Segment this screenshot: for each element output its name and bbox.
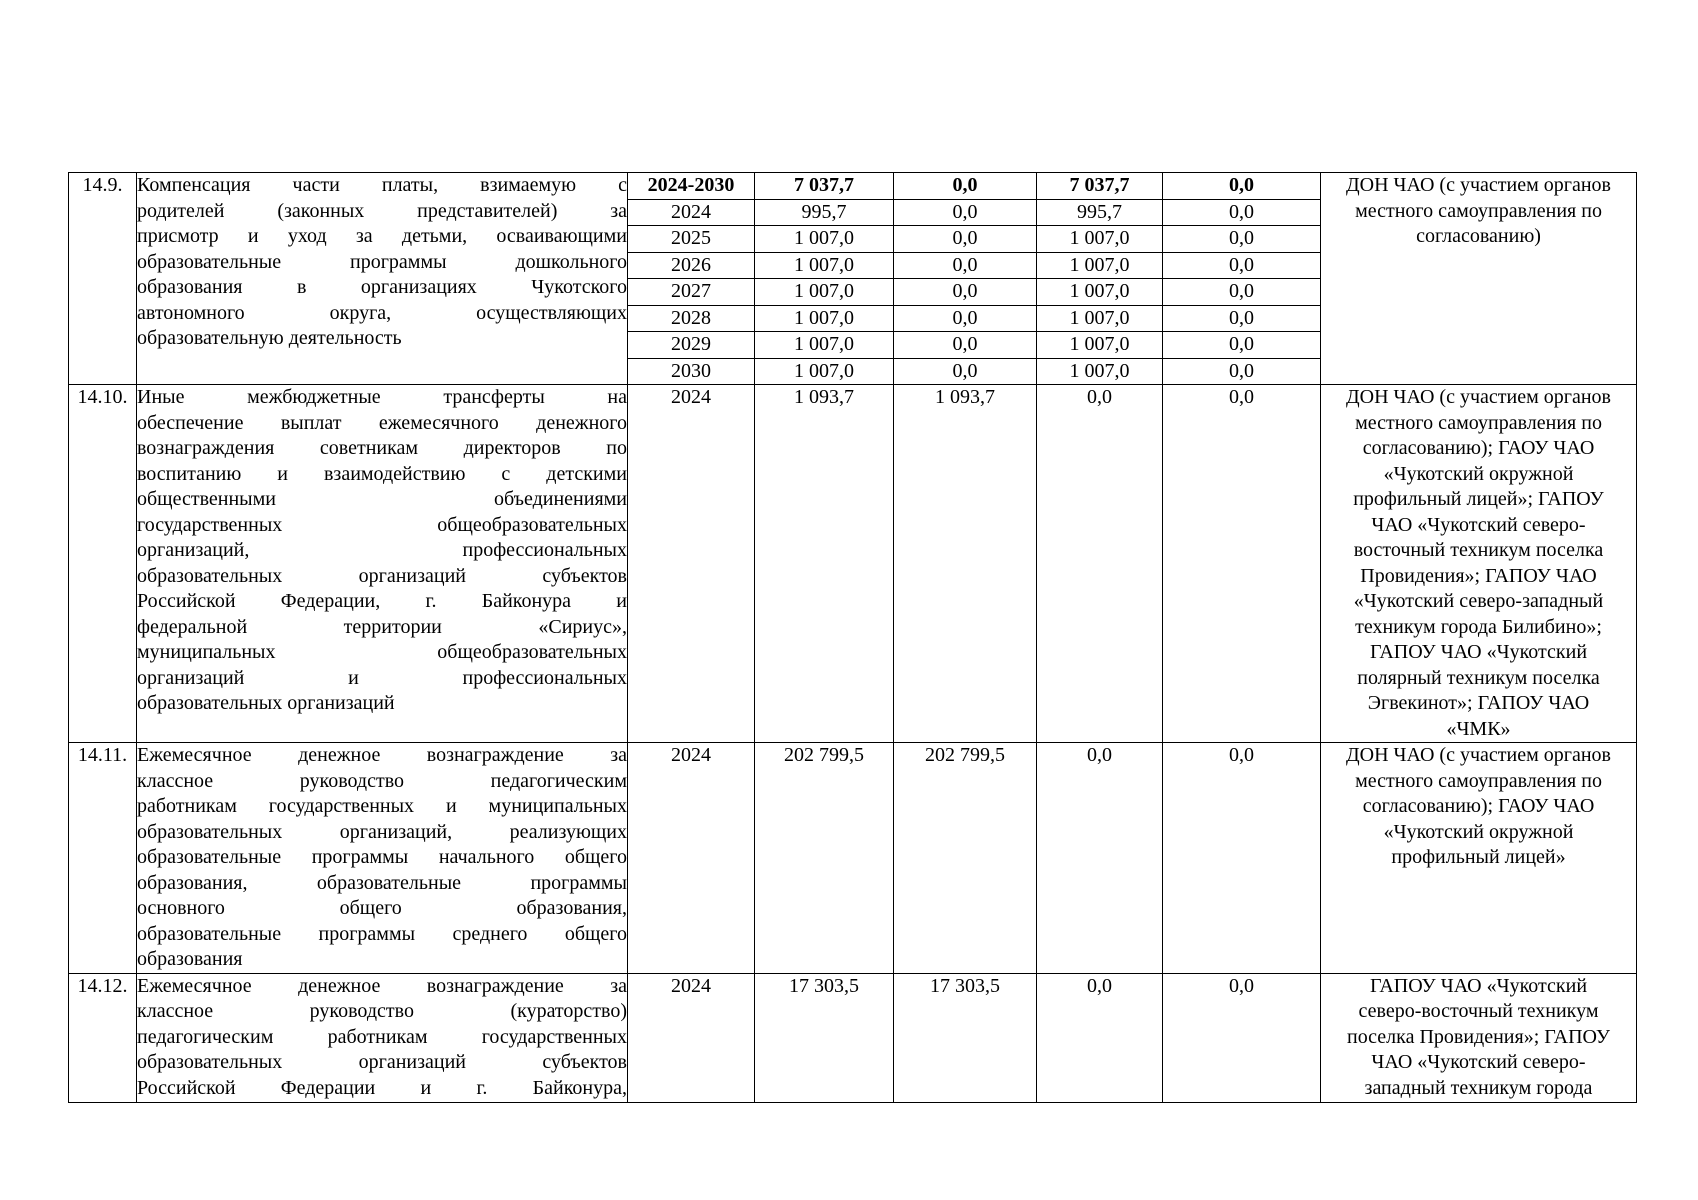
total-cell: 1 007,0 [755, 252, 894, 279]
federal-budget-cell: 202 799,5 [894, 743, 1037, 974]
district-budget-cell: 0,0 [1037, 385, 1163, 743]
description-line: образовательные программы дошкольного [137, 250, 627, 273]
local-budget-cell: 0,0 [1163, 743, 1321, 974]
total-cell: 1 093,7 [755, 385, 894, 743]
year-cell: 2028 [628, 305, 755, 332]
table-row [69, 173, 1637, 200]
description-line: работникам государственных и муниципальных [137, 795, 627, 817]
local-budget-cell: 0,0 [1163, 385, 1321, 743]
row-description [137, 973, 628, 1102]
executor-cell [1321, 385, 1637, 743]
executor-cell [1321, 743, 1637, 974]
year-cell: 2024 [628, 199, 755, 226]
executor-line: местного самоуправления по [1355, 411, 1602, 434]
description-line: родителей (законных представителей) за [137, 199, 627, 222]
description-line: образовательные программы начального общего [137, 846, 627, 868]
district-budget-cell: 7 037,7 [1037, 173, 1163, 200]
executor-line: восточный техникум поселка [1353, 539, 1604, 561]
federal-budget-cell: 0,0 [894, 199, 1037, 226]
description-line: образовательную деятельность [137, 327, 402, 349]
federal-budget-cell: 1 093,7 [894, 385, 1037, 743]
description-lines [137, 385, 627, 717]
executor-line: ГАПОУ ЧАО «Чукотский [1369, 641, 1588, 663]
federal-budget-cell: 0,0 [894, 332, 1037, 359]
year-cell: 2024 [628, 743, 755, 974]
description-line: классное руководство (кураторство) [137, 1000, 627, 1022]
description-line: образовательных организаций субъектов [137, 1051, 627, 1073]
description-line: общественными объединениями [137, 488, 627, 510]
description-line: образовательных организаций [137, 692, 395, 714]
executor-lines [1321, 385, 1636, 742]
local-budget-cell: 0,0 [1163, 332, 1321, 359]
description-line: образовательные программы среднего общего [137, 922, 627, 945]
executor-line: поселка Провидения»; ГАПОУ [1346, 1025, 1611, 1048]
description-line: Российской Федерации, г. Байконура и [137, 590, 627, 612]
district-budget-cell: 1 007,0 [1037, 332, 1163, 359]
description-line: образовательных организаций, реализующих [137, 820, 627, 843]
description-line: Компенсация части платы, взимаемую с [137, 174, 627, 196]
executor-lines [1321, 743, 1636, 871]
federal-budget-cell: 17 303,5 [894, 973, 1037, 1102]
year-cell: 2024 [628, 973, 755, 1102]
total-cell: 995,7 [755, 199, 894, 226]
federal-budget-cell: 0,0 [894, 279, 1037, 306]
executor-cell [1321, 173, 1637, 385]
description-line: образования, образовательные программы [137, 871, 627, 894]
district-budget-cell: 995,7 [1037, 199, 1163, 226]
description-line: организаций, профессиональных [137, 539, 627, 561]
district-budget-cell: 0,0 [1037, 743, 1163, 974]
row-number: 14.9. [69, 173, 137, 385]
executor-line: техникум города Билибино»; [1355, 615, 1602, 638]
executor-line: «Чукотский окружной [1383, 820, 1574, 843]
executor-line: «ЧМК» [1446, 717, 1511, 740]
row-description [137, 173, 628, 385]
executor-line: согласованию); ГАОУ ЧАО [1362, 437, 1595, 459]
budget-table [68, 172, 1637, 1103]
district-budget-cell: 0,0 [1037, 973, 1163, 1102]
total-cell: 1 007,0 [755, 358, 894, 385]
local-budget-cell: 0,0 [1163, 226, 1321, 253]
executor-line: местного самоуправления по [1355, 769, 1602, 792]
district-budget-cell: 1 007,0 [1037, 252, 1163, 279]
executor-line: Эгвекинот»; ГАПОУ ЧАО [1367, 692, 1590, 714]
local-budget-cell: 0,0 [1163, 279, 1321, 306]
description-line: муниципальных общеобразовательных [137, 641, 627, 663]
description-line: вознаграждения советникам директоров по [137, 437, 627, 459]
description-line: основного общего образования, [137, 897, 627, 919]
executor-line: северо-восточный техникум [1358, 1000, 1599, 1022]
executor-line: ДОН ЧАО (с участием органов [1346, 744, 1611, 766]
year-cell: 2024 [628, 385, 755, 743]
description-line: автономного округа, осуществляющих [137, 301, 627, 324]
executor-line: ЧАО «Чукотский северо- [1371, 513, 1586, 536]
row-description [137, 743, 628, 974]
total-cell: 7 037,7 [755, 173, 894, 200]
local-budget-cell: 0,0 [1163, 973, 1321, 1102]
local-budget-cell: 0,0 [1163, 199, 1321, 226]
total-cell: 202 799,5 [755, 743, 894, 974]
description-line: Ежемесячное денежное вознаграждение за [137, 974, 627, 997]
executor-line: ДОН ЧАО (с участием органов [1346, 174, 1611, 196]
federal-budget-cell: 0,0 [894, 252, 1037, 279]
executor-lines [1321, 173, 1636, 250]
year-cell: 2029 [628, 332, 755, 359]
description-line: организаций и профессиональных [137, 666, 627, 689]
total-cell: 1 007,0 [755, 305, 894, 332]
local-budget-cell: 0,0 [1163, 358, 1321, 385]
description-line: государственных общеобразовательных [137, 513, 627, 536]
executor-line: ГАПОУ ЧАО «Чукотский [1369, 974, 1588, 997]
year-cell: 2025 [628, 226, 755, 253]
district-budget-cell: 1 007,0 [1037, 226, 1163, 253]
description-lines [137, 173, 627, 352]
row-number: 14.11. [69, 743, 137, 974]
row-number: 14.10. [69, 385, 137, 743]
description-lines [137, 974, 627, 1102]
federal-budget-cell: 0,0 [894, 173, 1037, 200]
total-cell: 17 303,5 [755, 973, 894, 1102]
executor-line: профильный лицей»; ГАПОУ [1353, 488, 1604, 510]
total-cell: 1 007,0 [755, 332, 894, 359]
description-line: классное руководство педагогическим [137, 769, 627, 792]
year-cell: 2027 [628, 279, 755, 306]
description-line: Иные межбюджетные трансферты на [137, 386, 627, 408]
description-line: педагогическим работникам государственных [137, 1025, 627, 1048]
description-line: федеральной территории «Сириус», [137, 615, 627, 638]
district-budget-cell: 1 007,0 [1037, 305, 1163, 332]
local-budget-cell: 0,0 [1163, 252, 1321, 279]
federal-budget-cell: 0,0 [894, 358, 1037, 385]
row-number: 14.12. [69, 973, 137, 1102]
district-budget-cell: 1 007,0 [1037, 279, 1163, 306]
total-cell: 1 007,0 [755, 279, 894, 306]
description-line: Российской Федерации и г. Байконура, [137, 1076, 627, 1099]
description-line: Ежемесячное денежное вознаграждение за [137, 744, 627, 766]
executor-line: «Чукотский северо-западный [1353, 590, 1604, 612]
executor-lines [1321, 974, 1636, 1102]
table-row [69, 385, 1637, 743]
federal-budget-cell: 0,0 [894, 305, 1037, 332]
district-budget-cell: 1 007,0 [1037, 358, 1163, 385]
description-line: присмотр и уход за детьми, осваивающими [137, 225, 627, 247]
year-cell: 2030 [628, 358, 755, 385]
executor-line: ЧАО «Чукотский северо- [1371, 1051, 1586, 1073]
year-cell: 2026 [628, 252, 755, 279]
executor-line: местного самоуправления по [1355, 199, 1602, 222]
executor-line: согласованию); ГАОУ ЧАО [1362, 795, 1595, 817]
total-cell: 1 007,0 [755, 226, 894, 253]
description-line: образования [137, 948, 243, 970]
executor-line: профильный лицей» [1391, 846, 1566, 868]
local-budget-cell: 0,0 [1163, 305, 1321, 332]
period-cell: 2024-2030 [628, 173, 755, 200]
description-lines [137, 743, 627, 973]
executor-line: Провидения»; ГАПОУ ЧАО [1360, 564, 1597, 587]
executor-line: согласованию) [1416, 225, 1541, 247]
row-description [137, 385, 628, 743]
executor-line: ДОН ЧАО (с участием органов [1346, 386, 1611, 408]
table-row [69, 743, 1637, 974]
executor-cell [1321, 973, 1637, 1102]
federal-budget-cell: 0,0 [894, 226, 1037, 253]
executor-line: западный техникум города [1364, 1076, 1593, 1099]
table-row [69, 973, 1637, 1102]
executor-line: полярный техникум поселка [1357, 666, 1600, 689]
description-line: образовательных организаций субъектов [137, 564, 627, 587]
local-budget-cell: 0,0 [1163, 173, 1321, 200]
description-line: воспитанию и взаимодействию с детскими [137, 462, 627, 485]
description-line: образования в организациях Чукотского [137, 276, 627, 298]
description-line: обеспечение выплат ежемесячного денежного [137, 411, 627, 434]
executor-line: «Чукотский окружной [1383, 462, 1574, 485]
